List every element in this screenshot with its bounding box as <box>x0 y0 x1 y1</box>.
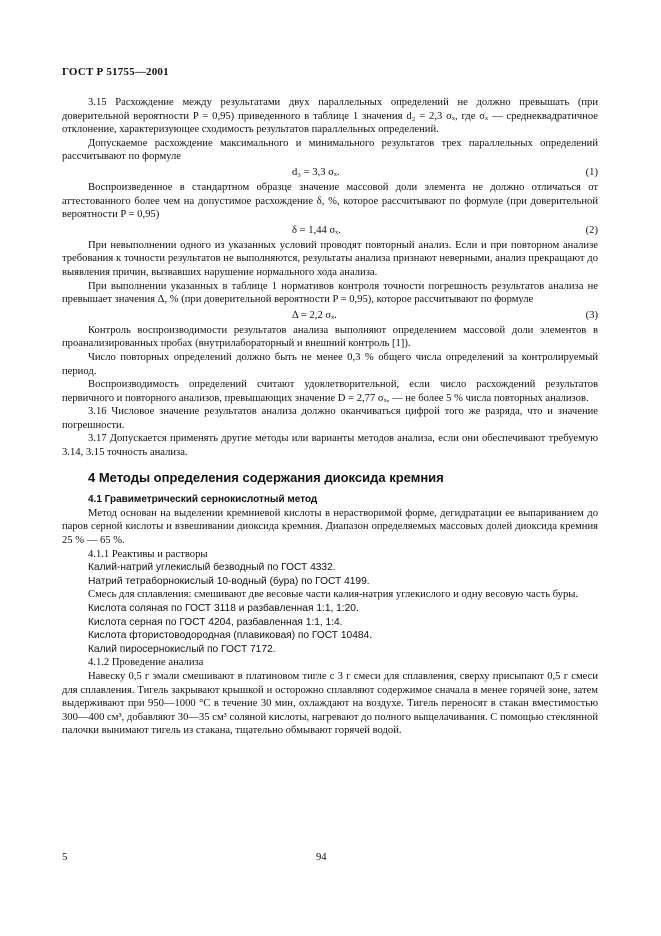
page-number-center: 94 <box>316 852 327 863</box>
reagent-item: Кислота соляная по ГОСТ 3118 и разбавленная 1:1, 1:20. <box>88 603 359 614</box>
paragraph-accuracy-control: При выполнении указанных в таблице 1 нормативов контроля точности погрешность результатов анализа не превышает значения Δ, % (при доверительной вероятности P = 0,95), которое рассчитывают по формуле <box>62 280 598 306</box>
reagent-item: Кислота серная по ГОСТ 4204, разбавленная 1:1, 1:4. <box>88 616 343 628</box>
formula-2 <box>62 222 598 239</box>
reagent-item: Калий пиросернокислый по ГОСТ 7172. <box>88 643 276 655</box>
formula-1-number: (1) <box>585 166 598 178</box>
document-body <box>62 96 598 738</box>
paragraph-fusion-mix: Смесь для сплавления: смешивают две весовые части калия-натрия углекислого и одну весовую часть буры. <box>88 589 579 601</box>
paragraph-reproduced-value: Воспроизведенное в стандартном образце значение массовой доли элемента не должно отличаться от аттестованного более чем на допустимое расхождение δ, %, которое рассчитывают по формуле (при доверительной вероятности P = 0,95) <box>62 181 598 221</box>
paragraph-repeat-count: Число повторных определений должно быть не менее 0,3 % общего числа определений за контролируемый период. <box>62 351 598 377</box>
paragraph-3-16: 3.16 Числовое значение результатов анализа должно оканчиваться цифрой того же разряда, что и значение погрешности. <box>62 406 598 431</box>
formula-1 <box>62 164 598 181</box>
paragraph-3-15: 3.15 Расхождение между результатами двух параллельных определений не должно превышать (при доверительной вероятности P = 0,95) приведенного в таблице 1 значения d₂ = 2,3 σₓ, где σₓ — среднеквадратичное отклонение, характеризующее сходимость результатов параллельных определений. <box>62 97 598 136</box>
reagent-item: Натрий тетраборнокислый 10-водный (бура) по ГОСТ 4199. <box>88 575 370 587</box>
paragraph-procedure: Навеску 0,5 г эмали смешивают в платиновом тигле с 3 г смеси для сплавления, сверху присыпают 0,5 г смеси для сплавления. Тигель закрывают крышкой и осторожно сплавляют содержимое сначала в менее горячей зоне, затем выдерживают при 950—1000 °С в течение 30 мин, охлаждают на воздухе. Тигель переносят в стакан вместимостью 300—400 см³, добавляют 30—35 см³ соляной кислоты, нагревают до полного выщелачивания. С помощью стеклянной палочки вынимают тигель из стакана, тщательно обмывают горячей водой. <box>62 670 598 737</box>
formula-2-number: (2) <box>585 224 598 236</box>
reagent-item: Кислота фтористоводородная (плавиковая) по ГОСТ 10484. <box>88 630 373 642</box>
formula-3 <box>62 307 598 324</box>
paragraph-4-1-1: 4.1.1 Реактивы и растворы <box>88 548 208 560</box>
subsection-4-1-title: 4.1 Гравиметрический сернокислотный метод <box>88 494 318 506</box>
reagent-item: Калий-натрий углекислый безводный по ГОСТ 4332. <box>88 562 336 574</box>
section-4-title: 4 Методы определения содержания диоксида кремния <box>88 469 444 485</box>
formula-3-number: (3) <box>585 309 598 321</box>
paragraph-4-1-2: 4.1.2 Проведение анализа <box>88 657 204 669</box>
page-number-left: 5 <box>62 852 68 863</box>
formula-1-expression: d₃ = 3,3 σₓ. <box>292 166 340 178</box>
paragraph-allowed-deviation: Допускаемое расхождение максимального и минимального результатов трех параллельных определений рассчитывают по формуле <box>62 137 598 163</box>
paragraph-reproducibility-control: Контроль воспроизводимости результатов анализа выполняют определением массовой доли элементов в проанализированных пробах (внутрилабораторный и внешний контроль [1]). <box>62 324 598 350</box>
paragraph-method-basis: Метод основан на выделении кремниевой кислоты в нерастворимой форме, дегидратации ее выпариванием до паров серной кислоты и взвешивании диоксида кремния. Диапазон определяемых массовых долей диоксида кремния 25 % — 65 %. <box>62 507 598 547</box>
paragraph-satisfactory: Воспроизводимость определений считают удовлетворительной, если число расхождений результатов первичного и повторного анализов, превышающих значение D = 2,77 σₓ, — не более 5 % числа повторных анализов. <box>62 379 598 404</box>
paragraph-3-17: 3.17 Допускается применять другие методы или варианты методов анализа, если они обеспечивают требуемую 3.14, 3.15 точность анализа. <box>62 433 598 459</box>
standard-header: ГОСТ Р 51755—2001 <box>62 66 169 78</box>
formula-2-expression: δ = 1,44 σₓ. <box>292 224 341 236</box>
paragraph-repeat-analysis: При невыполнении одного из указанных условий проводят повторный анализ. Если и при повторном анализе требования к точности результатов не выполняются, результаты анализа признают неверными, анализ прекращают до выявления причин, вызвавших нарушение нормального хода анализа. <box>62 239 598 278</box>
formula-3-expression: Δ = 2,2 σₓ. <box>292 309 337 321</box>
